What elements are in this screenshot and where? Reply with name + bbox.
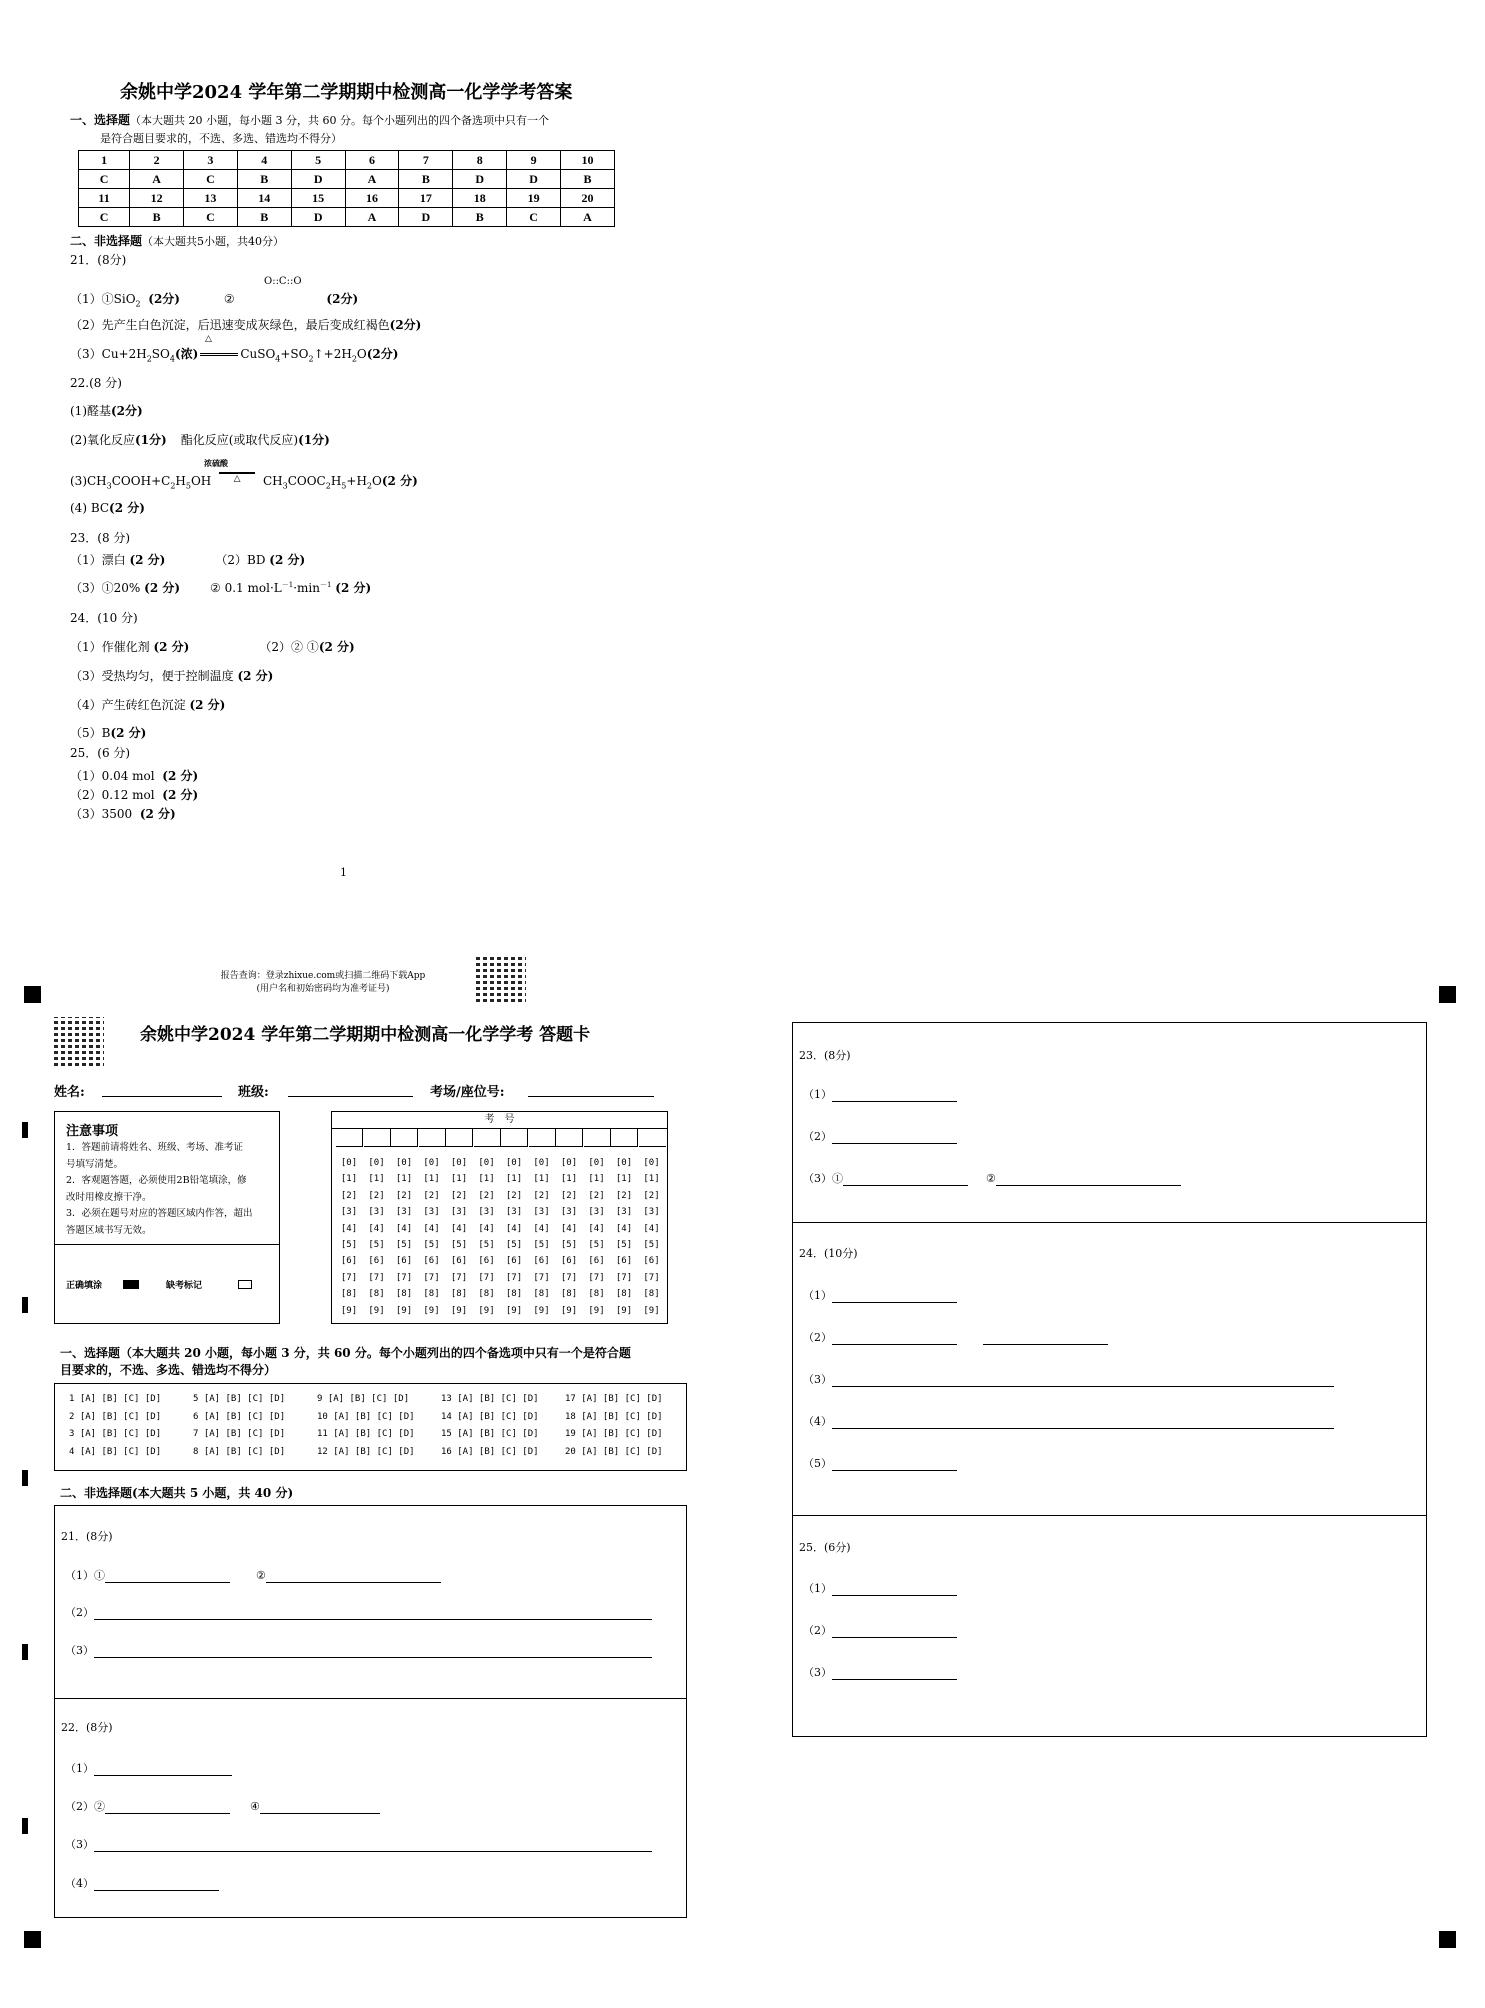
answer-blank[interactable] <box>843 1172 968 1186</box>
answer-cell: D <box>453 170 507 189</box>
exam-digit-column[interactable]: [0] [1] [2] [3] [4] [5] [6] [7] [8] [9] <box>560 1158 578 1316</box>
answer-blank[interactable] <box>996 1172 1181 1186</box>
exam-digit-column[interactable]: [0] [1] [2] [3] [4] [5] [6] [7] [8] [9] <box>423 1158 440 1316</box>
notice-line: 1．答题前请将姓名、班级、考场、准考证 <box>66 1142 244 1153</box>
answer-cell: 15 <box>291 189 345 208</box>
card-q23-2: （2） <box>803 1128 957 1144</box>
answer-cell: A <box>130 170 184 189</box>
timing-mark <box>22 1644 28 1660</box>
answer-cell: 13 <box>184 189 238 208</box>
answer-cell: 16 <box>345 189 399 208</box>
answer-cell: 5 <box>291 151 345 170</box>
card-q24-5: （5） <box>803 1455 957 1471</box>
mc-question-options[interactable]: 6 [A] [B] [C] [D] <box>193 1411 286 1422</box>
registration-mark <box>24 986 41 1003</box>
class-label: 班级: <box>238 1085 269 1100</box>
timing-mark <box>22 1818 28 1834</box>
seat-field[interactable] <box>528 1096 654 1097</box>
q25-3: （3）3500 (2 分) <box>70 807 176 821</box>
answer-cell: B <box>237 208 291 227</box>
registration-mark <box>1439 1931 1456 1948</box>
answer-cell: 3 <box>184 151 238 170</box>
exam-digit-box[interactable] <box>556 1129 583 1147</box>
answer-cell: D <box>291 170 345 189</box>
mc-question-options[interactable]: 13 [A] [B] [C] [D] <box>441 1394 539 1404</box>
answer-cell: 2 <box>130 151 184 170</box>
correct-fill-label: 正确填涂 <box>66 1281 103 1291</box>
absent-checkbox[interactable] <box>238 1280 252 1289</box>
notice-line: 答题区域书写无效。 <box>66 1224 152 1236</box>
answer-blank[interactable] <box>832 1457 957 1471</box>
exam-digit-box[interactable] <box>446 1129 473 1147</box>
timing-mark <box>22 1470 28 1486</box>
answer-cell: C <box>184 208 238 227</box>
registration-mark <box>24 1931 41 1948</box>
card-q21-2: （2） <box>65 1604 652 1620</box>
timing-mark <box>22 1297 28 1313</box>
mc-answer-box <box>54 1383 687 1471</box>
mc-question-options[interactable]: 11 [A] [B] [C] [D] <box>317 1429 415 1439</box>
answer-cell: 6 <box>345 151 399 170</box>
answer-cell: D <box>507 170 561 189</box>
exam-digit-column[interactable]: [0] [1] [2] [3] [4] [5] [6] [7] [8] [9] <box>643 1158 660 1316</box>
class-field[interactable] <box>288 1096 413 1097</box>
answer-cell: 19 <box>507 189 561 208</box>
answer-blank[interactable] <box>105 1569 230 1583</box>
mc-question-options[interactable]: 17 [A] [B] [C] [D] <box>565 1394 663 1404</box>
mc-question-options[interactable]: 15 [A] [B] [C] [D] <box>441 1429 539 1439</box>
exam-digit-box[interactable] <box>336 1129 363 1147</box>
answer-table <box>78 150 615 227</box>
mc-question-options[interactable]: 2 [A] [B] [C] [D] <box>69 1411 162 1422</box>
section1-heading: 一、选择题（本大题共 20 小题，每小题 3 分，共 60 分。每个小题列出的四个备选项中只有一个 <box>70 113 549 127</box>
exam-digit-box[interactable] <box>501 1129 528 1147</box>
exam-digit-column[interactable]: [0] [1] [2] [3] [4] [5] [6] [7] [8] [9] <box>368 1158 385 1316</box>
name-label: 姓名: <box>54 1085 85 1100</box>
answer-cell: C <box>79 170 130 189</box>
q23-q25-box <box>792 1022 1427 1737</box>
answer-blank[interactable] <box>94 1606 652 1620</box>
mc-question-options[interactable]: 5 [A] [B] [C] [D] <box>193 1394 286 1404</box>
exam-number-grid <box>331 1111 668 1324</box>
answer-cell: A <box>345 208 399 227</box>
answer-row <box>79 208 615 227</box>
q24-heading: 24．(10 分) <box>70 611 138 625</box>
answer-blank[interactable] <box>983 1331 1108 1345</box>
card-q25-1: （1） <box>803 1580 957 1596</box>
card-q22-3: （3） <box>65 1836 652 1852</box>
answer-cell: 9 <box>507 151 561 170</box>
answer-row <box>79 151 615 170</box>
card-q24-4: （4） <box>803 1413 1334 1429</box>
q22-3: $(3)CH_3COOH+C_2H_5OH$ △ $CH_3COOC_2H_5+H_2O(2$ 分) <box>70 474 418 491</box>
answer-cell: B <box>399 170 453 189</box>
answer-row <box>79 189 615 208</box>
exam-digit-column[interactable]: [0] [1] [2] [3] [4] [5] [6] [7] [8] [9] <box>450 1158 468 1316</box>
registration-mark <box>1439 986 1456 1003</box>
exam-digit-box[interactable] <box>529 1129 556 1147</box>
mc-question-options[interactable]: 14 [A] [B] [C] [D] <box>441 1411 539 1422</box>
heat-symbol: △ <box>205 334 212 344</box>
exam-number-label: 考 号 <box>332 1112 667 1129</box>
exam-digit-column[interactable]: [0] [1] [2] [3] [4] [5] [6] [7] [8] [9] <box>340 1158 358 1316</box>
answer-cell: C <box>184 170 238 189</box>
answer-cell: B <box>561 170 615 189</box>
q25-1: （1）0.04 mol (2 分) <box>70 769 199 783</box>
answer-cell: 18 <box>453 189 507 208</box>
answer-blank[interactable] <box>832 1415 1334 1429</box>
q21-3: $(3)Cu+2H_2SO_4$(浓) $CuSO_4+SO_2↑+2H_2O(2$分) <box>70 347 399 364</box>
mc-question-options[interactable]: 7 [A] [B] [C] [D] <box>193 1429 286 1439</box>
q21-2: （2）先产生白色沉淀，后迅速变成灰绿色，最后变成红褐色(2分) <box>70 318 422 332</box>
notice-line: 改时用橡皮擦干净。 <box>66 1191 152 1203</box>
answer-cell: 4 <box>237 151 291 170</box>
card-q22-4: （4） <box>65 1875 219 1891</box>
exam-digit-box[interactable] <box>584 1129 611 1147</box>
answer-blank[interactable] <box>94 1762 232 1776</box>
answer-row <box>79 170 615 189</box>
q21-1: （1）①SiO$_2$ (2分) ② (2分) <box>70 292 359 309</box>
exam-digit-column[interactable]: [0] [1] [2] [3] [4] [5] [6] [7] [8] [9] <box>505 1158 523 1316</box>
card-section1-heading: 一、选择题（本大题共 20 小题，每小题 3 分，共 60 分。每个小题列出的四个备选项中只有一个是符合题 目要求的，不选、多选、错选均不得分） <box>60 1346 631 1377</box>
card-qr-overlay <box>54 1017 104 1069</box>
filled-sample-icon <box>123 1280 139 1289</box>
answer-cell: 11 <box>79 189 130 208</box>
page-number: 1 <box>340 866 347 879</box>
exam-digit-box[interactable] <box>639 1129 666 1147</box>
answer-cell: 20 <box>561 189 615 208</box>
answer-blank[interactable] <box>94 1877 219 1891</box>
q21-heading: 21．(8分) <box>70 253 127 267</box>
answer-blank[interactable] <box>105 1800 230 1814</box>
q25-2: （2）0.12 mol (2 分) <box>70 788 199 802</box>
answer-blank[interactable] <box>260 1800 380 1814</box>
card-q24: 24．(10分) <box>799 1247 858 1260</box>
card-q23-1: （1） <box>803 1086 957 1102</box>
card-q22-2: （2）② ④ <box>65 1798 380 1814</box>
q22-heading: 22.(8 分) <box>70 376 122 390</box>
q23-3: （3）①20% (2 分) ② 0.1 $mol\cdot L^{-1}\cdot\min^{-1}$ (2 分) <box>70 581 372 595</box>
exam-digit-column[interactable]: [0] [1] [2] [3] [4] [5] [6] [7] [8] [9] <box>395 1158 413 1316</box>
answer-cell: C <box>79 208 130 227</box>
answer-cell: 14 <box>237 189 291 208</box>
answer-cell: C <box>507 208 561 227</box>
card-q23: 23．(8分) <box>799 1049 851 1062</box>
answer-cell: 10 <box>561 151 615 170</box>
exam-digit-box[interactable] <box>391 1129 418 1147</box>
answer-key-title: 余姚中学2024 学年第二学期期中检测高一化学学考答案 <box>120 82 573 103</box>
q24-5: （5）B(2 分) <box>70 726 147 740</box>
name-field[interactable] <box>102 1096 222 1097</box>
answer-cell: B <box>130 208 184 227</box>
q23-1: （1）漂白 (2 分) （2）BD (2 分) <box>70 553 306 567</box>
q21-q22-box <box>54 1505 687 1918</box>
mc-question-options[interactable]: 12 [A] [B] [C] [D] <box>317 1446 415 1457</box>
notice-line: 2．客观题答题，必须使用2B铅笔填涂，修 <box>66 1175 247 1186</box>
notice-title: 注意事项 <box>66 1124 119 1139</box>
co2-structure: O::C::O <box>264 276 302 287</box>
mc-question-options[interactable]: 10 [A] [B] [C] [D] <box>317 1411 415 1422</box>
answer-cell: A <box>561 208 615 227</box>
answer-cell: 8 <box>453 151 507 170</box>
timing-mark <box>22 1122 28 1138</box>
q24-3: （3）受热均匀，便于控制温度 (2 分) <box>70 669 274 683</box>
qr-code-overlay <box>476 955 526 1005</box>
card-q21-3: （3） <box>65 1642 652 1658</box>
card-q22: 22．(8分) <box>61 1721 113 1734</box>
q25-heading: 25．(6 分) <box>70 746 131 760</box>
answer-blank[interactable] <box>832 1289 957 1303</box>
exam-digit-column[interactable]: [0] [1] [2] [3] [4] [5] [6] [7] [8] [9] <box>533 1158 550 1316</box>
card-q25: 25．(6分) <box>799 1541 851 1554</box>
answer-blank[interactable] <box>832 1331 957 1345</box>
answer-blank[interactable] <box>832 1130 957 1144</box>
answer-blank[interactable] <box>832 1088 957 1102</box>
exam-digit-column[interactable]: [0] [1] [2] [3] [4] [5] [6] [7] [8] [9] <box>615 1158 633 1316</box>
answer-cell: 1 <box>79 151 130 170</box>
answer-blank[interactable] <box>832 1624 957 1638</box>
card-q24-2: （2） <box>803 1329 1108 1345</box>
mc-question-options[interactable]: 20 [A] [B] [C] [D] <box>565 1446 663 1457</box>
section2-heading: 二、非选择题（本大题共5小题，共40分） <box>70 234 285 248</box>
notice-line: 3．必须在题号对应的答题区域内作答，超出 <box>66 1208 253 1219</box>
q22-2: (2)氧化反应(1分) 酯化反应(或取代反应)(1分) <box>70 433 330 447</box>
mc-question-options[interactable]: 3 [A] [B] [C] [D] <box>69 1429 162 1439</box>
card-q25-3: （3） <box>803 1664 957 1680</box>
answer-cell: 12 <box>130 189 184 208</box>
notice-box <box>54 1111 280 1324</box>
card-q21: 21．(8分) <box>61 1530 113 1543</box>
mc-question-options[interactable]: 4 [A] [B] [C] [D] <box>69 1446 162 1457</box>
mc-question-options[interactable]: 19 [A] [B] [C] [D] <box>565 1429 663 1439</box>
answer-cell: A <box>345 170 399 189</box>
answer-blank[interactable] <box>832 1582 957 1596</box>
q22-4: (4) BC(2 分) <box>70 501 145 515</box>
card-q22-1: （1） <box>65 1760 232 1776</box>
query-info: 报告查询：登录zhixue.com或扫描二维码下载App (用户名和初始密码均为准考证号) <box>220 971 426 994</box>
section1-note: 是符合题目要求的，不选、多选、错选均不得分） <box>100 132 342 145</box>
answer-blank[interactable] <box>266 1569 441 1583</box>
card-q21-1: （1）① ② <box>65 1567 441 1583</box>
exam-digit-column[interactable]: [0] [1] [2] [3] [4] [5] [6] [7] [8] [9] <box>588 1158 605 1316</box>
card-q23-3: （3）① ② <box>803 1170 1181 1186</box>
card-section2-heading: 二、非选择题(本大题共 5 小题，共 40 分) <box>60 1486 294 1500</box>
answer-cell: D <box>399 208 453 227</box>
answer-cell: B <box>453 208 507 227</box>
card-q25-2: （2） <box>803 1622 957 1638</box>
exam-digit-box[interactable] <box>474 1129 501 1147</box>
catalyst-label: 浓硫酸 <box>204 458 228 468</box>
card-q24-1: （1） <box>803 1287 957 1303</box>
q22-1: (1)醛基(2分) <box>70 404 143 418</box>
answer-cell: 7 <box>399 151 453 170</box>
mc-question-options[interactable]: 1 [A] [B] [C] [D] <box>69 1394 162 1404</box>
q24-1: （1）作催化剂 (2 分) （2）② ①(2 分) <box>70 640 355 654</box>
seat-label: 考场/座位号: <box>430 1085 505 1100</box>
notice-line: 号填写清楚。 <box>66 1158 124 1170</box>
answer-blank[interactable] <box>94 1838 652 1852</box>
answer-blank[interactable] <box>832 1373 1334 1387</box>
mc-question-options[interactable]: 16 [A] [B] [C] [D] <box>441 1446 539 1457</box>
q23-heading: 23．(8 分) <box>70 531 131 545</box>
answer-cell: B <box>237 170 291 189</box>
answer-cell: 17 <box>399 189 453 208</box>
absent-label: 缺考标记 <box>166 1281 203 1291</box>
q24-4: （4）产生砖红色沉淀 (2 分) <box>70 698 226 712</box>
notice-list <box>66 1140 271 1239</box>
answer-cell: D <box>291 208 345 227</box>
exam-digit-box[interactable] <box>611 1129 638 1147</box>
answer-blank[interactable] <box>832 1666 957 1680</box>
mc-question-options[interactable]: 8 [A] [B] [C] [D] <box>193 1446 286 1457</box>
card-title: 余姚中学2024 学年第二学期期中检测高一化学学考 答题卡 <box>140 1025 591 1045</box>
card-q24-3: （3） <box>803 1371 1334 1387</box>
exam-digit-box[interactable] <box>364 1129 391 1147</box>
exam-digit-box[interactable] <box>419 1129 446 1147</box>
exam-digit-column[interactable]: [0] [1] [2] [3] [4] [5] [6] [7] [8] [9] <box>478 1158 495 1316</box>
mc-question-options[interactable]: 9 [A] [B] [C] [D] <box>317 1394 410 1404</box>
answer-blank[interactable] <box>94 1644 652 1658</box>
mc-question-options[interactable]: 18 [A] [B] [C] [D] <box>565 1411 663 1422</box>
